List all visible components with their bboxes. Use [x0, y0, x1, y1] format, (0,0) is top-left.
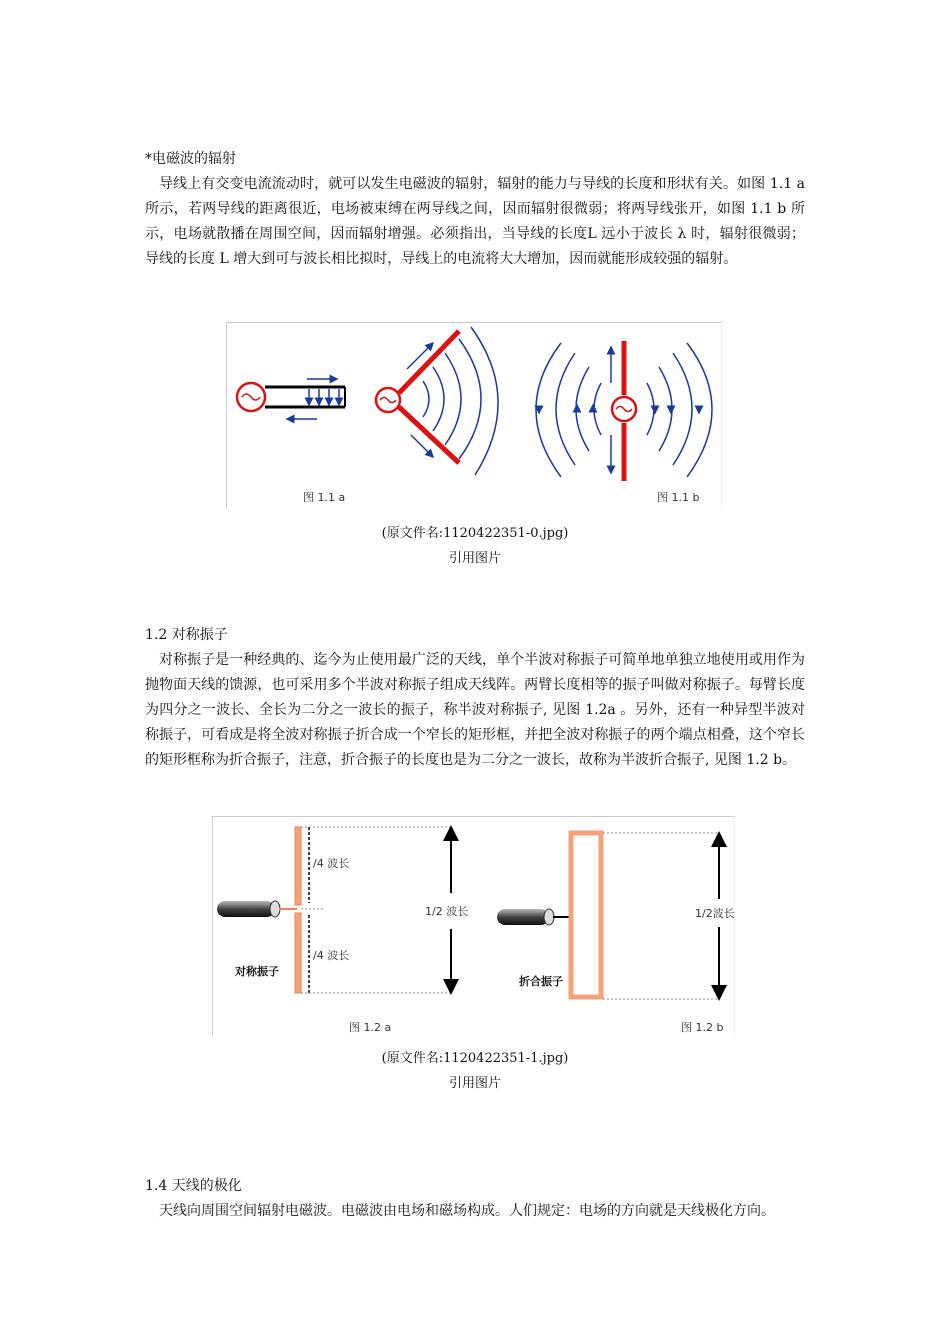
- fig-1-1a-v-antenna: [376, 327, 498, 475]
- fig-1-2b-folded-dipole: [497, 833, 734, 999]
- paragraph-dipole: 对称振子是一种经典的、迄今为止使用最广泛的天线，单个半波对称振子可简单地单独立地使用或用作为抛物面天线的馈源，也可采用多个半波对称振子组成天线阵。两臂长度相等的振子叫做对称振子。每臂长度为四分之一波长、全长为二分之一波长的振子，称半波对称振子, 见图 1.2a 。另外，还有一种异型半波对称振子，可看成是将全波对称振子折合成一个窄长的矩形框，并把全波对称振子的两个端点相叠，这个窄长的矩形框称为折合振子，注意，折合振子的长度也是为二分之一波长，故称为半波折合振子, 见图 1.2 b。: [145, 652, 805, 768]
- fig-1-1a-transmission-line: [237, 379, 345, 419]
- figure-label-1-1a: 图 1.1 a: [303, 491, 346, 504]
- half-wave-label-b: 1/2波长: [695, 907, 734, 920]
- half-wave-label-a: 1/2 波长: [425, 905, 469, 918]
- figure-1-2-drawing: [213, 817, 734, 1037]
- fig-1-2a-symmetric-dipole: [217, 827, 468, 993]
- figure-1-1: [226, 322, 722, 509]
- figure-1-1-drawing: [227, 323, 721, 509]
- figure-label-1-2b: 图 1.2 b: [681, 1021, 724, 1034]
- figure-1-2: [212, 816, 735, 1037]
- quarter-wave-top-label: /4 波长: [313, 857, 350, 870]
- quarter-wave-bottom-label: /4 波长: [313, 949, 350, 962]
- figure-1-1-filename: (原文件名:1120422351-0.jpg): [381, 526, 569, 541]
- symmetric-dipole-name: 对称振子: [235, 965, 279, 978]
- figure-1-1-note: 引用图片: [448, 551, 501, 566]
- section-heading-radiation: *电磁波的辐射: [145, 151, 236, 167]
- figure-label-1-1b: 图 1.1 b: [657, 491, 700, 504]
- paragraph-radiation: 导线上有交变电流流动时，就可以发生电磁波的辐射，辐射的能力与导线的长度和形状有关。如图 1.1 a 所示，若两导线的距离很近，电场被束缚在两导线之间，因而辐射很微弱；将两导线张开，如图 1.1 b 所示，电场就散播在周围空间，因而辐射增强。必须指出，当导线的长度L 远小于波长 λ 时，辐射很微弱；导线的长度 L 增大到可与波长相比拟时，导线上的电流将大大增加，因而就能形成较强的辐射。: [145, 176, 805, 267]
- paragraph-polarization: 天线向周围空间辐射电磁波。电磁波由电场和磁场构成。人们规定：电场的方向就是天线极化方向。: [159, 1203, 775, 1219]
- fig-1-1b-dipole: [536, 341, 712, 481]
- folded-dipole-name: 折合振子: [519, 975, 563, 988]
- figure-label-1-2a: 图 1.2 a: [349, 1021, 392, 1034]
- figure-1-2-note: 引用图片: [448, 1076, 501, 1091]
- figure-1-2-filename: (原文件名:1120422351-1.jpg): [381, 1051, 569, 1066]
- section-heading-dipole: 1.2 对称振子: [145, 627, 228, 643]
- section-heading-polarization: 1.4 天线的极化: [145, 1178, 242, 1194]
